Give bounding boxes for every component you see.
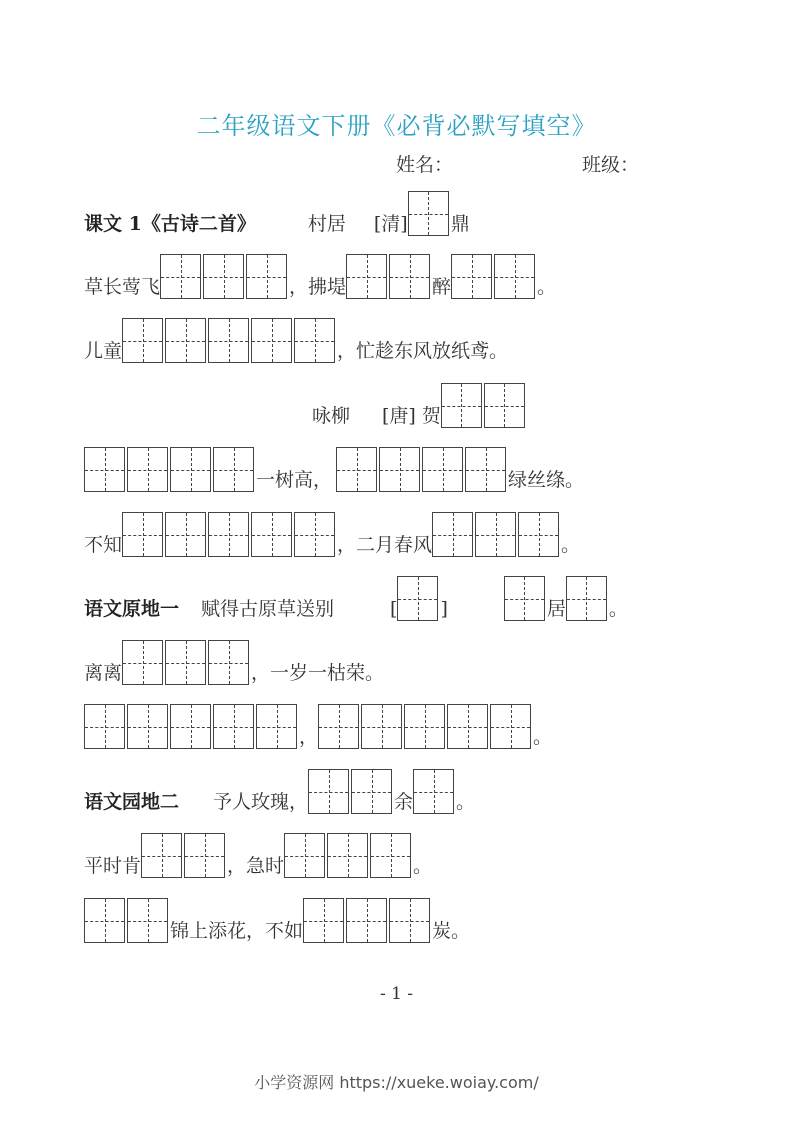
text: 。 bbox=[608, 598, 628, 620]
answer-box[interactable] bbox=[413, 769, 454, 814]
answer-box[interactable] bbox=[422, 447, 463, 492]
class-label: 班级： bbox=[582, 154, 640, 176]
answer-box[interactable] bbox=[208, 640, 249, 685]
poem-line bbox=[84, 637, 384, 685]
text: 不知 bbox=[84, 534, 123, 556]
answer-box[interactable] bbox=[389, 898, 430, 943]
answer-box[interactable] bbox=[184, 833, 225, 878]
answer-box[interactable] bbox=[308, 769, 349, 814]
answer-box[interactable] bbox=[141, 833, 182, 878]
text: 离离 bbox=[84, 662, 123, 684]
answer-box[interactable] bbox=[518, 512, 559, 557]
poem-line bbox=[84, 444, 584, 492]
answer-box[interactable] bbox=[127, 447, 168, 492]
answer-box[interactable] bbox=[251, 318, 292, 363]
answer-box[interactable] bbox=[475, 512, 516, 557]
poem-line bbox=[84, 701, 552, 749]
text: 。 bbox=[413, 855, 433, 877]
answer-box[interactable] bbox=[397, 576, 438, 621]
answer-box[interactable] bbox=[379, 447, 420, 492]
poem-title: 村居 bbox=[307, 213, 346, 235]
answer-box[interactable] bbox=[165, 512, 206, 557]
author-suffix: 鼎 bbox=[450, 213, 470, 235]
answer-box[interactable] bbox=[165, 318, 206, 363]
answer-box[interactable] bbox=[447, 704, 488, 749]
bracket-close: ] bbox=[440, 598, 448, 620]
answer-box[interactable] bbox=[346, 254, 387, 299]
answer-box[interactable] bbox=[408, 191, 449, 236]
document-title: 二年级语文下册《必背必默写填空》 bbox=[196, 112, 597, 140]
answer-box[interactable] bbox=[170, 447, 211, 492]
answer-box[interactable] bbox=[170, 704, 211, 749]
answer-box[interactable] bbox=[303, 898, 344, 943]
name-label: 姓名： bbox=[396, 154, 454, 176]
poem-title-line bbox=[312, 380, 527, 428]
poem-title: 赋得古原草送别 bbox=[201, 598, 335, 620]
answer-box[interactable] bbox=[165, 640, 206, 685]
answer-box[interactable] bbox=[84, 447, 125, 492]
text: 草长莺飞 bbox=[84, 276, 161, 298]
text: 醉 bbox=[432, 276, 452, 298]
answer-box[interactable] bbox=[160, 254, 201, 299]
bracket-open: [ bbox=[390, 598, 398, 620]
text: 锦上添花，不如 bbox=[170, 920, 304, 942]
answer-box[interactable] bbox=[441, 383, 482, 428]
answer-box[interactable] bbox=[294, 318, 335, 363]
poem-line bbox=[84, 251, 556, 299]
text: ，忙趁东风放纸鸢。 bbox=[337, 340, 509, 362]
answer-box[interactable] bbox=[404, 704, 445, 749]
text: 。 bbox=[561, 534, 581, 556]
answer-box[interactable] bbox=[504, 576, 545, 621]
answer-box[interactable] bbox=[122, 318, 163, 363]
dynasty: [清] bbox=[373, 213, 408, 235]
page-number: - 1 - bbox=[379, 984, 414, 1004]
text: 一树高， bbox=[256, 469, 333, 491]
answer-box[interactable] bbox=[566, 576, 607, 621]
answer-box[interactable] bbox=[127, 898, 168, 943]
section-2-heading-line bbox=[84, 573, 628, 621]
text: 予人玫瑰， bbox=[213, 791, 309, 813]
answer-box[interactable] bbox=[389, 254, 430, 299]
text: 余 bbox=[394, 791, 414, 813]
text: ，拂堤 bbox=[289, 276, 347, 298]
text: 绿丝绦。 bbox=[508, 469, 585, 491]
answer-box[interactable] bbox=[122, 512, 163, 557]
answer-box[interactable] bbox=[284, 833, 325, 878]
text: ，一岁一枯荣。 bbox=[251, 662, 385, 684]
text: ，二月春风 bbox=[337, 534, 433, 556]
answer-box[interactable] bbox=[351, 769, 392, 814]
answer-box[interactable] bbox=[318, 704, 359, 749]
answer-box[interactable] bbox=[451, 254, 492, 299]
answer-box[interactable] bbox=[84, 898, 125, 943]
answer-box[interactable] bbox=[203, 254, 244, 299]
text: 。 bbox=[456, 791, 476, 813]
answer-box[interactable] bbox=[122, 640, 163, 685]
answer-box[interactable] bbox=[432, 512, 473, 557]
answer-box[interactable] bbox=[84, 704, 125, 749]
poem-line bbox=[84, 315, 508, 363]
answer-box[interactable] bbox=[484, 383, 525, 428]
answer-box[interactable] bbox=[327, 833, 368, 878]
answer-box[interactable] bbox=[294, 512, 335, 557]
answer-box[interactable] bbox=[465, 447, 506, 492]
proverb-line bbox=[84, 895, 470, 943]
answer-box[interactable] bbox=[208, 318, 249, 363]
section-heading: 语文原地一 bbox=[84, 598, 180, 620]
poem-title: 咏柳 bbox=[312, 405, 351, 427]
answer-box[interactable] bbox=[370, 833, 411, 878]
text: 居 bbox=[546, 598, 566, 620]
dynasty-author: [唐] 贺 bbox=[382, 405, 441, 427]
text: 炭。 bbox=[432, 920, 471, 942]
answer-box[interactable] bbox=[208, 512, 249, 557]
answer-box[interactable] bbox=[336, 447, 377, 492]
section-heading: 课文 1《古诗二首》 bbox=[84, 213, 256, 235]
answer-box[interactable] bbox=[213, 704, 254, 749]
section-heading: 语文园地二 bbox=[84, 791, 180, 813]
answer-box[interactable] bbox=[213, 447, 254, 492]
answer-box[interactable] bbox=[246, 254, 287, 299]
poem-line bbox=[84, 509, 580, 557]
text: ， bbox=[299, 726, 319, 748]
answer-box[interactable] bbox=[251, 512, 292, 557]
text: 。 bbox=[533, 726, 553, 748]
answer-box[interactable] bbox=[361, 704, 402, 749]
answer-box[interactable] bbox=[127, 704, 168, 749]
proverb-line bbox=[84, 830, 432, 878]
section-3-heading-line bbox=[84, 766, 475, 814]
text: 平时肯 bbox=[84, 855, 142, 877]
answer-box[interactable] bbox=[346, 898, 387, 943]
answer-box[interactable] bbox=[494, 254, 535, 299]
text: ，急时 bbox=[227, 855, 285, 877]
section-1-heading-line bbox=[84, 188, 470, 236]
answer-box[interactable] bbox=[490, 704, 531, 749]
footer-watermark: 小学资源网 https://xueke.woiay.com/ bbox=[254, 1073, 539, 1092]
text: 儿童 bbox=[84, 340, 123, 362]
answer-box[interactable] bbox=[256, 704, 297, 749]
text: 。 bbox=[537, 276, 557, 298]
